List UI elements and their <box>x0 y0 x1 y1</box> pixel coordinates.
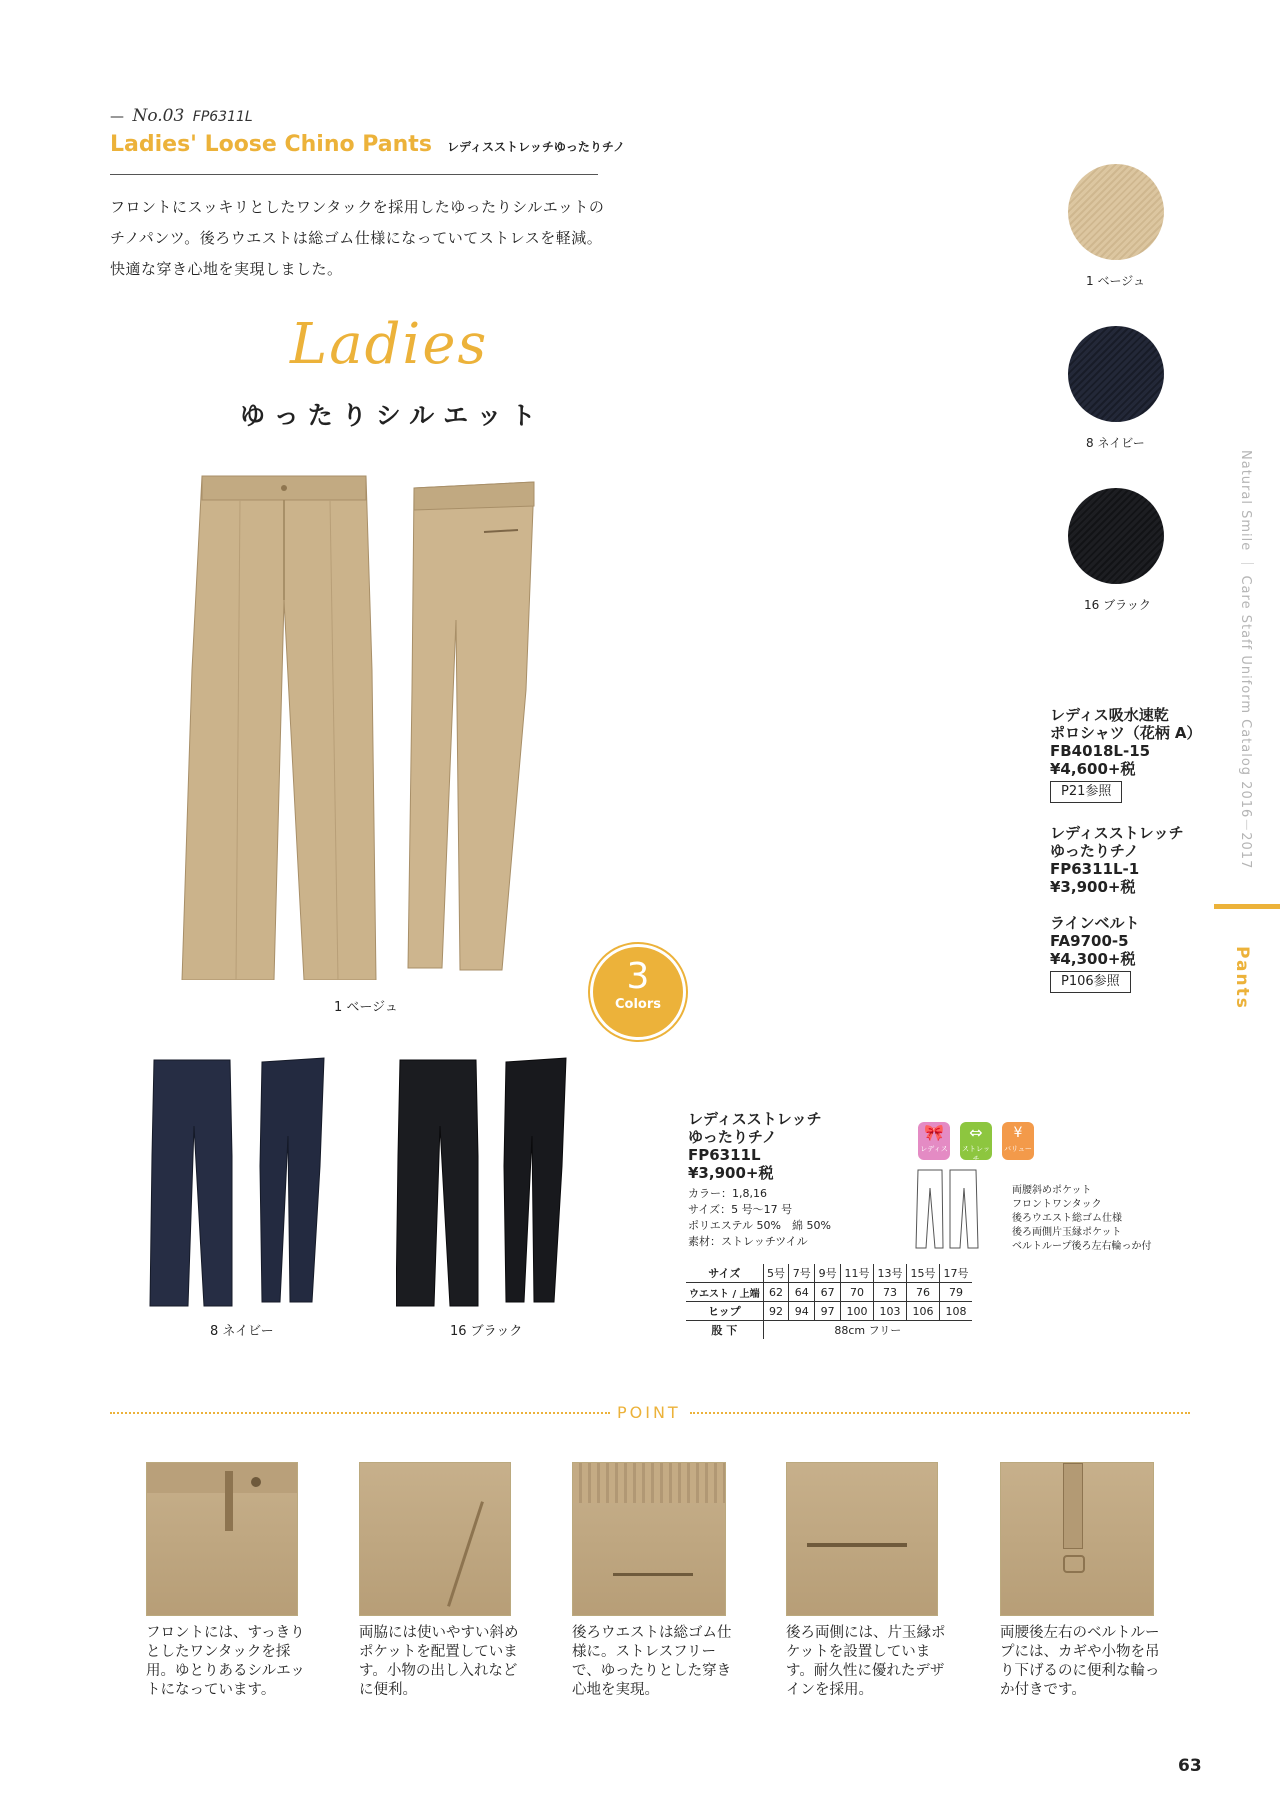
coordinate-price: ¥4,600+税 <box>1050 760 1136 778</box>
swatch-label: 16 ブラック <box>1084 598 1151 612</box>
beige-pants-image <box>180 470 560 980</box>
point-heading: POINT <box>617 1403 681 1422</box>
table-row <box>686 1283 972 1302</box>
feature-item: 両腰斜めポケット <box>1012 1185 1092 1196</box>
table-header-cell: 7号 <box>789 1264 815 1283</box>
point-text: 両腰後左右のベルトループには、カギや小物を吊り下げるのに便利な輪っか付きです。 <box>1000 1625 1160 1698</box>
coordinate-item <box>1050 824 1184 896</box>
point-divider-right <box>690 1412 1190 1414</box>
swatch-navy <box>1068 326 1164 422</box>
feature-item: フロントワンタック <box>1012 1199 1102 1210</box>
section-marker-bar <box>1214 904 1280 909</box>
page-reference: P106参照 <box>1050 971 1131 993</box>
series-dash: — <box>110 109 124 125</box>
feature-item: ベルトループ後ろ左右輪っか付 <box>1012 1241 1152 1252</box>
table-row-label: ウエスト / 上端 <box>686 1283 763 1302</box>
point-text: 両脇には使いやすい斜めポケットを配置しています。小物の出し入れなどに便利。 <box>359 1625 519 1698</box>
page-number: 63 <box>1178 1756 1202 1776</box>
table-cell: 103 <box>873 1302 906 1321</box>
table-cell: 92 <box>763 1302 789 1321</box>
coordinate-name: レディスストレッチ <box>1050 824 1184 842</box>
series-number <box>110 106 253 126</box>
swatch-label: 1 ベージュ <box>1086 274 1145 288</box>
point-photo-front-tuck <box>146 1462 298 1616</box>
pants-line-drawing <box>914 1168 980 1250</box>
title-ja: レディスストレッチゆったりチノ <box>447 140 625 154</box>
coordinate-price: ¥3,900+税 <box>1050 878 1136 896</box>
table-row <box>686 1321 972 1340</box>
swatch-black <box>1068 488 1164 584</box>
table-cell: 62 <box>763 1283 789 1302</box>
product-price: ¥3,900+税 <box>688 1164 774 1182</box>
colors-badge <box>590 944 686 1040</box>
table-cell: 67 <box>815 1283 841 1302</box>
sidebar-catalog <box>1236 450 1256 880</box>
coordinate-name: ゆったりチノ <box>1050 842 1139 860</box>
point-text: フロントには、すっきりとしたワンタックを採用。ゆとりあるシルエットになっています。 <box>146 1625 305 1698</box>
coordinate-code: FP6311L-1 <box>1050 860 1140 878</box>
coordinate-item <box>1050 706 1202 803</box>
point-photo-side-pocket <box>359 1462 511 1616</box>
spec-line: サイズ：5 号〜17 号 <box>688 1203 793 1216</box>
page-title <box>110 132 625 157</box>
coordinate-name: ポロシャツ（花柄 A） <box>1050 724 1202 742</box>
coordinate-code: FA9700-5 <box>1050 932 1129 950</box>
product-description <box>110 192 604 285</box>
table-cell: 76 <box>906 1283 939 1302</box>
point-photo-back-elastic <box>572 1462 726 1616</box>
point-text: 後ろ両側には、片玉縁ポケットを設置しています。耐久性に優れたデザインを採用。 <box>786 1625 946 1698</box>
coordinate-name: レディス吸水速乾 <box>1050 706 1169 724</box>
table-cell: 88cm フリー <box>763 1321 972 1340</box>
variant-label-black: 16 ブラック <box>450 1324 523 1339</box>
product-name: レディスストレッチ <box>688 1110 822 1128</box>
point-text: 後ろウエストは総ゴム仕様に。ストレスフリーで、ゆったりとした穿き心地を実現。 <box>572 1625 732 1698</box>
black-pants-image <box>396 1056 572 1308</box>
point-photo-back-pocket <box>786 1462 938 1616</box>
feature-list <box>1012 1184 1152 1254</box>
product-name: ゆったりチノ <box>688 1128 777 1146</box>
stretch-icon: ⇔ ストレッチ <box>960 1122 992 1160</box>
navy-pants-image <box>148 1056 330 1308</box>
spec-line: カラー：1,8,16 <box>688 1187 767 1200</box>
table-cell: 94 <box>789 1302 815 1321</box>
coordinate-name: ラインベルト <box>1050 914 1140 932</box>
table-header-cell: 17号 <box>939 1264 972 1283</box>
table-header-cell: 9号 <box>815 1264 841 1283</box>
spec-line: 素材：ストレッチツイル <box>688 1235 808 1248</box>
yen-bag-icon: ¥ バリュー <box>1002 1122 1034 1160</box>
feature-icon-label: レディス <box>920 1145 948 1153</box>
table-cell: 73 <box>873 1283 906 1302</box>
table-row <box>686 1302 972 1321</box>
series-number-label: No.03 <box>132 106 185 126</box>
table-header-cell: サイズ <box>686 1264 763 1283</box>
swatch-beige <box>1068 164 1164 260</box>
main-color-label: 1 ベージュ <box>334 1000 398 1015</box>
colors-badge-label: Colors <box>614 997 661 1012</box>
ribbon-icon: 🎀 レディス <box>918 1122 950 1160</box>
product-code: FP6311L <box>688 1146 761 1164</box>
spec-line: ポリエステル 50% 綿 50% <box>688 1219 831 1232</box>
product-info <box>688 1110 822 1182</box>
table-cell: 79 <box>939 1283 972 1302</box>
point-divider-left <box>110 1412 610 1414</box>
hero-script-title: Ladies <box>290 312 489 377</box>
swatch-label: 8 ネイビー <box>1086 436 1145 450</box>
table-header-cell: 11号 <box>840 1264 873 1283</box>
coordinate-price: ¥4,300+税 <box>1050 950 1136 968</box>
feature-item: 後ろ両側片玉縁ポケット <box>1012 1227 1122 1238</box>
title-divider <box>110 174 598 175</box>
description-line: チノパンツ。後ろウエストは総ゴム仕様になっていてストレスを軽減。 <box>110 229 603 247</box>
colors-badge-count: 3 <box>626 956 650 997</box>
table-cell: 70 <box>840 1283 873 1302</box>
table-cell: 97 <box>815 1302 841 1321</box>
variant-label-navy: 8 ネイビー <box>210 1324 274 1339</box>
hero-subtitle: ゆったりシルエット <box>240 401 545 430</box>
feature-icon-label: バリュー <box>1004 1145 1032 1153</box>
table-cell: 106 <box>906 1302 939 1321</box>
table-row-label: 股 下 <box>711 1324 738 1337</box>
table-cell: 64 <box>789 1283 815 1302</box>
product-specs <box>688 1186 831 1250</box>
page-reference: P21参照 <box>1050 781 1122 803</box>
table-header-cell: 5号 <box>763 1264 789 1283</box>
table-header-cell: 13号 <box>873 1264 906 1283</box>
point-photo-belt-loop <box>1000 1462 1154 1616</box>
table-cell: 108 <box>939 1302 972 1321</box>
feature-item: 後ろウエスト総ゴム仕様 <box>1012 1213 1122 1224</box>
product-code-header: FP6311L <box>192 109 253 125</box>
title-en: Ladies' Loose Chino Pants <box>110 132 432 157</box>
catalog-name: Natural Smile ｜ Care Staff Uniform Catalog 2016－2017 <box>1238 450 1253 870</box>
section-label: Pants <box>1232 946 1252 1010</box>
table-row-label: ヒップ <box>686 1302 763 1321</box>
description-line: 快適な穿き心地を実現しました。 <box>110 260 343 278</box>
size-table <box>686 1264 972 1339</box>
feature-icon-label: ストレッチ <box>962 1145 990 1163</box>
coordinate-code: FB4018L-15 <box>1050 742 1151 760</box>
coordinate-item <box>1050 914 1140 993</box>
size-table-header <box>686 1264 972 1283</box>
description-line: フロントにスッキリとしたワンタックを採用したゆったりシルエットの <box>110 198 605 216</box>
table-header-cell: 15号 <box>906 1264 939 1283</box>
table-cell: 100 <box>840 1302 873 1321</box>
